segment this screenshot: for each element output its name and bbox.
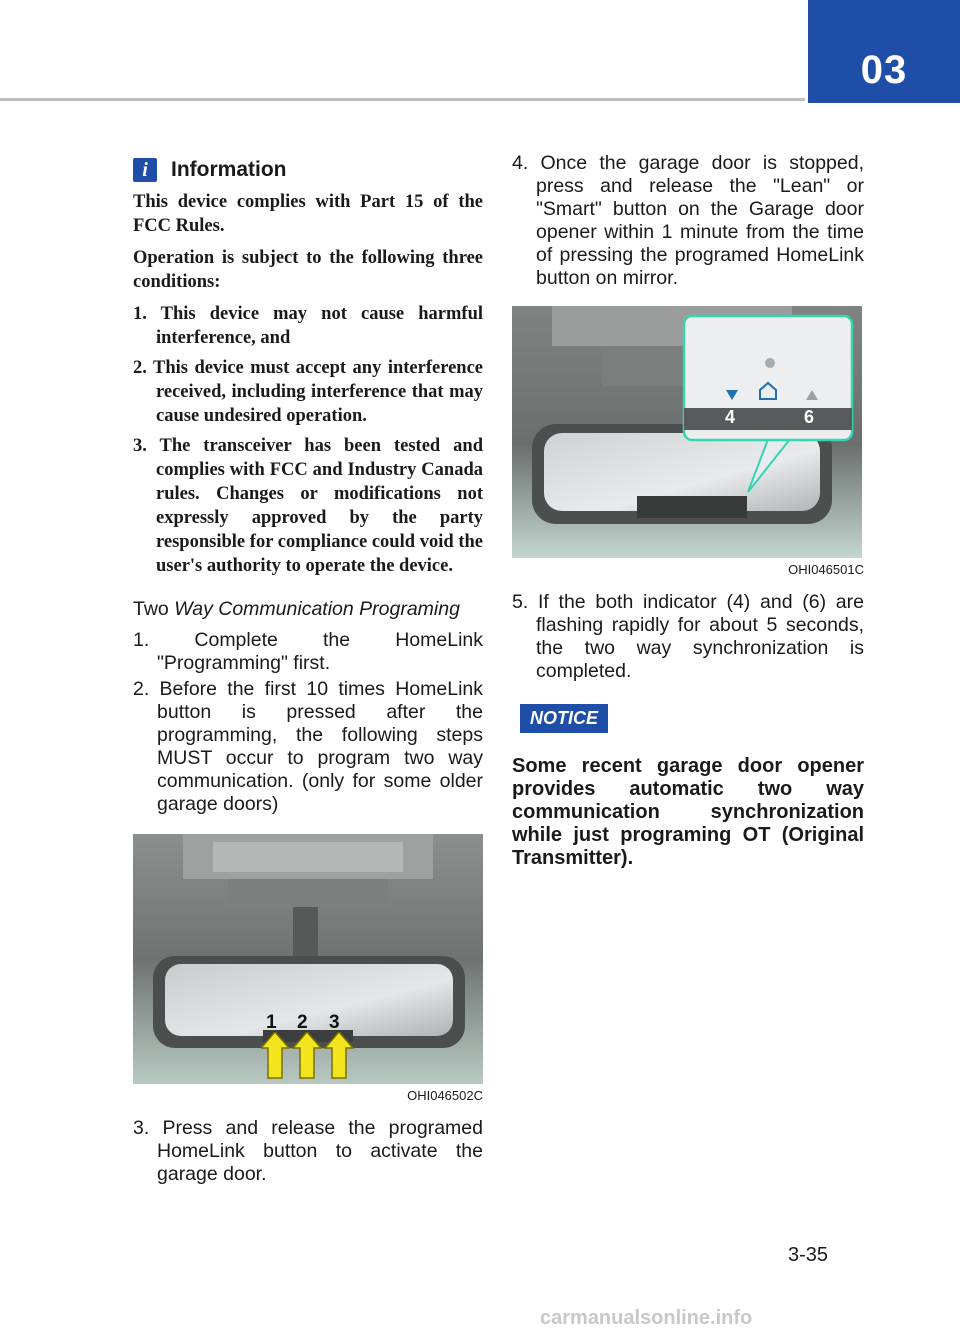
info-paragraph-2: Operation is subject to the following three conditions: — [133, 248, 483, 292]
figure-mirror-indicators — [512, 306, 864, 577]
header-rule — [0, 98, 805, 101]
info-paragraph-1: This device complies with Part 15 of the FCC Rules. — [133, 192, 483, 236]
arrow-up-icon — [325, 1032, 353, 1078]
chapter-tab — [808, 0, 960, 103]
arrow-up-icon — [261, 1032, 289, 1078]
info-icon: i — [133, 158, 157, 182]
step-1: 1. Complete the HomeLink "Programming" first. — [133, 629, 483, 674]
info-conditions — [133, 302, 483, 578]
info-condition-1: 1. This device may not cause harmful interference, and — [133, 304, 483, 348]
left-column — [133, 158, 483, 1189]
info-condition-3: 3. The transceiver has been tested and complies with FCC and Industry Canada rules. Changes or modifications not expressly approved by the party responsible for compliance could void the user's authority to operate the device. — [133, 436, 483, 576]
yellow-arrows — [261, 1032, 381, 1082]
steps-list-right-2 — [512, 591, 864, 683]
mirror-indicators-illustration — [512, 306, 862, 558]
figure-code-2: OHI046501C — [788, 562, 864, 577]
figure-code-1: OHI046502C — [407, 1088, 483, 1103]
steps-list-left — [133, 629, 483, 816]
right-column — [512, 152, 864, 870]
info-condition-2: 2. This device must accept any interference received, including interference that may cause undesired operation. — [133, 358, 483, 426]
step-4: 4. Once the garage door is stopped, press and release the "Lean" or "Smart" button on the Garage door opener within 1 minute from the time of pressing the programed HomeLink button on mirror. — [512, 152, 864, 289]
figure-mirror-buttons — [133, 834, 483, 1103]
page-number: 3-35 — [788, 1244, 829, 1266]
info-title: Information — [171, 158, 287, 181]
arrow-label-2: 2 — [297, 1012, 308, 1033]
indicator-label-4: 4 — [725, 407, 736, 427]
arrow-up-icon — [293, 1032, 321, 1078]
arrow-label-3: 3 — [329, 1012, 340, 1033]
section-title — [133, 598, 483, 621]
steps-list-left-2 — [133, 1117, 483, 1186]
notice-badge: NOTICE — [520, 704, 608, 733]
step-5: 5. If the both indicator (4) and (6) are flashing rapidly for about 5 seconds, the two way synchronization is completed. — [512, 591, 864, 682]
steps-list-right — [512, 152, 864, 290]
step-2: 2. Before the first 10 times HomeLink button is pressed after the programming, the following steps MUST occur to program two way communication. (only for some older garage doors) — [133, 678, 483, 815]
watermark: carmanualsonline.info — [540, 1307, 753, 1329]
indicator-label-6: 6 — [804, 407, 815, 427]
section-title-prefix: Two — [133, 598, 175, 620]
notice-text: Some recent garage door opener provides automatic two way communication synchronization while just programing OT (Original Transmitter). — [512, 755, 864, 869]
step-3: 3. Press and release the programed HomeLink button to activate the garage door. — [133, 1117, 483, 1185]
chapter-number: 03 — [860, 48, 908, 92]
arrow-label-1: 1 — [266, 1012, 277, 1033]
section-title-italic: Way Communication Programing — [174, 598, 460, 620]
info-heading — [133, 158, 483, 182]
